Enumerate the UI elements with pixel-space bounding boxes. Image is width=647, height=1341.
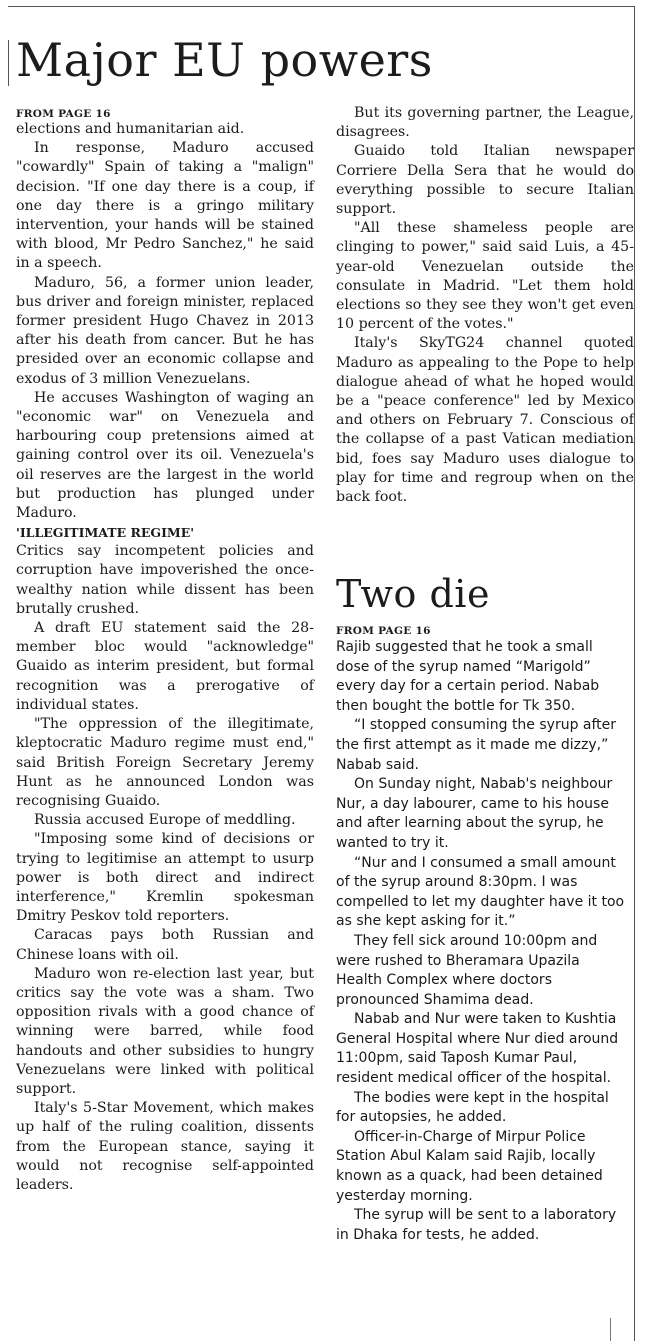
- headline-side-rule: [8, 40, 9, 86]
- article1-column-2: [336, 104, 634, 507]
- paragraph: Guaido told Italian newspaper Corriere Della Sera that he would do everything possible to secure Italian support.: [336, 143, 634, 218]
- kicker-from-page-16: FROM PAGE 16: [16, 108, 111, 120]
- bottom-right-rule: [610, 1318, 611, 1341]
- paragraph: Critics say incompetent policies and corruption have impoverished the once-wealthy nation while dissent has been brutally crushed.: [16, 543, 314, 617]
- paragraph: The bodies were kept in the hospital for autopsies, he added.: [336, 1089, 609, 1126]
- headline-two-die: Two die: [336, 572, 490, 616]
- paragraph: But its governing partner, the League, disagrees.: [336, 105, 634, 141]
- paragraph: Russia accused Europe of meddling.: [34, 812, 296, 829]
- article1-column-1: [16, 120, 314, 1195]
- paragraph: Rajib suggested that he took a small dose of the syrup named “Marigold” every day for a certain period. Nabab then bought the bottle for Tk 350.: [336, 639, 600, 714]
- paragraph: Italy's SkyTG24 channel quoted Maduro as appealing to the Pope to help dialogue ahead of what he hoped would be a "peace conference" led by Mexico and others on February 7. Conscious of the collapse of a past Vatican mediation bid, foes say Maduro uses dialogue to play for time and regroup when on the back foot.: [336, 335, 634, 506]
- paragraph: Nabab and Nur were taken to Kushtia General Hospital where Nur died around 11:00pm, said Taposh Kumar Paul, resident medical officer of the hospital.: [336, 1011, 619, 1087]
- headline-major-eu-powers: Major EU powers: [16, 33, 433, 87]
- article2-body: [336, 638, 630, 1245]
- paragraph: He accuses Washington of waging an "economic war" on Venezuela and harbouring coup pretensions aimed at gaining control over its oil. Venezuela's oil reserves are the largest in the world but production has plunged under Maduro.: [16, 389, 314, 522]
- paragraph: Officer-in-Charge of Mirpur Police Station Abul Kalam said Rajib, locally known as a quack, had been detained yesterday morning.: [336, 1128, 603, 1204]
- paragraph: Italy's 5-Star Movement, which makes up half of the ruling coalition, dissents from the European stance, saying it would not recognise self-appointed leaders.: [16, 1100, 314, 1193]
- paragraph: On Sunday night, Nabab's neighbour Nur, a day labourer, came to his house and after learning about the syrup, he wanted to try it.: [336, 776, 613, 851]
- top-rule: [8, 6, 634, 7]
- paragraph: "The oppression of the illegitimate, kleptocratic Maduro regime must end," said British Foreign Secretary Jeremy Hunt as he announced London was recognising Guaido.: [16, 716, 314, 809]
- paragraph: The syrup will be sent to a laboratory in Dhaka for tests, he added.: [336, 1207, 617, 1243]
- paragraph: They fell sick around 10:00pm and were rushed to Bheramara Upazila Health Complex where doctors pronounced Shamima dead.: [336, 932, 598, 1008]
- paragraph: Maduro won re-election last year, but critics say the vote was a sham. Two opposition rivals with a good chance of winning were barred, while food handouts and other subsidies to hungry Venezuelans were linked with political support.: [16, 965, 314, 1097]
- paragraph: Maduro, 56, a former union leader, bus driver and foreign minister, replaced former president Hugo Chavez in 2013 after his death from cancer. But he has presided over an economic collapse and exodus of 3 million Venezuelans.: [16, 274, 314, 387]
- paragraph: In response, Maduro accused "cowardly" Spain of taking a "malign" decision. "If one day there is a coup, if one day there is a gringo military intervention, your hands will be stained with blood, Mr Pedro Sanchez," he said in a speech.: [16, 140, 314, 272]
- paragraph: A draft EU statement said the 28-member bloc would "acknowledge" Guaido as interim president, but formal recognition was a prerogative of individual states.: [16, 620, 314, 713]
- subhead-illegitimate-regime: 'ILLEGITIMATE REGIME': [16, 525, 195, 541]
- paragraph: elections and humanitarian aid.: [16, 121, 245, 137]
- paragraph: "All these shameless people are clinging to power," said said Luis, a 45-year-old Venezuelan outside the consulate in Madrid. "Let them hold elections so they see they won't get even 10 percent of the votes.": [336, 220, 634, 333]
- paragraph: “Nur and I consumed a small amount of the syrup around 8:30pm. I was compelled to let my daughter have it too as she kept asking for it.”: [336, 854, 625, 930]
- kicker-from-page-16: FROM PAGE 16: [336, 625, 431, 637]
- right-rule: [634, 6, 635, 1341]
- paragraph: "Imposing some kind of decisions or trying to legitimise an attempt to usurp power is both direct and indirect interference," Kremlin spokesman Dmitry Peskov told reporters.: [16, 831, 314, 925]
- paragraph: Caracas pays both Russian and Chinese loans with oil.: [16, 927, 314, 963]
- paragraph: “I stopped consuming the syrup after the first attempt as it made me dizzy,” Nabab said.: [336, 717, 617, 773]
